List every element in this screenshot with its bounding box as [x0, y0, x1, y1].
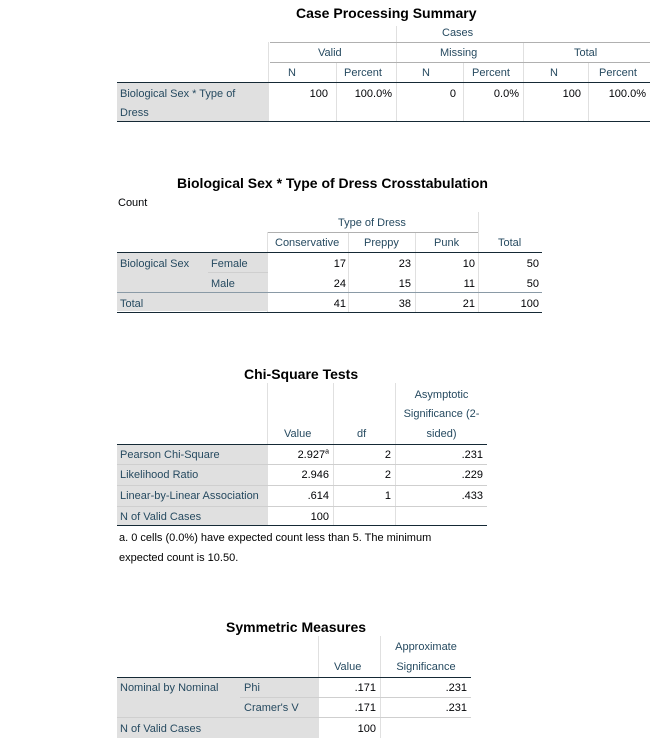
likelihood-df: 2 [384, 469, 391, 481]
count-label: Count [118, 197, 148, 209]
chi-square-title: Chi-Square Tests [244, 366, 359, 382]
asymptotic-header: Significance (2- [403, 408, 480, 420]
divider [117, 121, 650, 122]
row-label: Biological Sex * Type of [120, 88, 236, 100]
footnote: a. 0 cells (0.0%) have expected count less than 5. The minimum [119, 532, 432, 544]
case-processing-title: Case Processing Summary [296, 5, 477, 21]
col-df: df [357, 428, 367, 440]
phi-label: Phi [244, 682, 260, 694]
n-valid-label: N of Valid Cases [120, 511, 202, 523]
valid-header: Valid [318, 47, 342, 59]
total-n-value: 100 [562, 88, 581, 100]
total-percent-value: 100.0% [608, 88, 646, 100]
asymptotic-header: sided) [426, 428, 457, 440]
cramers-v-sig: .231 [445, 702, 467, 714]
divider [240, 697, 471, 698]
grid-line [523, 42, 524, 64]
divider [117, 525, 487, 526]
cramers-v-label: Cramer's V [244, 702, 299, 714]
divider [117, 506, 487, 507]
total-row-label: Total [120, 298, 144, 310]
divider [117, 312, 542, 313]
total-header: Total [574, 47, 598, 59]
cell-total-conservative: 41 [333, 298, 346, 310]
cell-male-preppy: 15 [398, 278, 411, 290]
divider [117, 485, 487, 486]
valid-n-value: 100 [309, 88, 328, 100]
biological-sex-label: Biological Sex [120, 258, 190, 270]
linear-df: 1 [384, 490, 391, 502]
col-value: Value [284, 428, 312, 440]
row-label: Dress [120, 107, 149, 119]
phi-value: .171 [354, 682, 376, 694]
type-of-dress-header: Type of Dress [338, 217, 406, 229]
divider [270, 62, 650, 63]
linear-label: Linear-by-Linear Association [120, 490, 259, 502]
pearson-value: 2.927$^a$ [297, 448, 329, 461]
col-preppy: Preppy [364, 237, 399, 249]
footnote-marker: a [325, 448, 329, 456]
valid-percent-value: 100.0% [354, 88, 392, 100]
pearson-label: Pearson Chi-Square [120, 449, 220, 461]
approx-sig-header: Significance [396, 661, 456, 673]
n-valid-value: 100 [357, 723, 376, 735]
cramers-v-value: .171 [354, 702, 376, 714]
footnote: expected count is 10.50. [119, 552, 239, 564]
divider [268, 232, 478, 233]
likelihood-sig: .229 [461, 469, 483, 481]
col-percent-valid: Percent [344, 67, 382, 79]
missing-percent-value: 0.0% [493, 88, 519, 100]
col-n-missing: N [422, 67, 430, 79]
cell-female-preppy: 23 [398, 258, 411, 270]
col-n-valid: N [288, 67, 296, 79]
missing-header: Missing [440, 47, 478, 59]
nominal-by-nominal-label: Nominal by Nominal [120, 682, 219, 694]
divider [270, 42, 650, 43]
pearson-df: 2 [384, 449, 391, 461]
approx-sig-header: Approximate [395, 641, 457, 653]
col-conservative: Conservative [275, 237, 340, 249]
n-valid-value: 100 [310, 511, 329, 523]
cell-male-conservative: 24 [333, 278, 346, 290]
col-percent-missing: Percent [472, 67, 510, 79]
missing-n-value: 0 [449, 88, 456, 100]
col-value: Value [334, 661, 362, 673]
col-total: Total [498, 237, 522, 249]
cell-male-punk: 11 [463, 278, 475, 290]
cases-header: Cases [442, 27, 474, 39]
cell-female-conservative: 17 [333, 258, 346, 270]
cell-female-punk: 10 [462, 258, 475, 270]
divider [117, 717, 471, 718]
crosstab-title: Biological Sex * Type of Dress Crosstabulation [177, 175, 488, 191]
cell-total-total: 100 [520, 298, 539, 310]
col-n-total: N [550, 67, 558, 79]
pearson-sig: .231 [461, 449, 483, 461]
male-label: Male [211, 278, 235, 290]
symmetric-title: Symmetric Measures [226, 619, 367, 635]
cell-total-punk: 21 [462, 298, 475, 310]
cell-total-preppy: 38 [398, 298, 411, 310]
phi-sig: .231 [445, 682, 467, 694]
likelihood-value: 2.946 [301, 469, 329, 481]
cell-female-total: 50 [526, 258, 539, 270]
linear-sig: .433 [461, 490, 483, 502]
divider [208, 272, 268, 273]
cell-male-total: 50 [526, 278, 539, 290]
female-label: Female [211, 258, 248, 270]
linear-value: .614 [307, 490, 329, 502]
asymptotic-header: Asymptotic [414, 389, 469, 401]
likelihood-label: Likelihood Ratio [120, 469, 199, 481]
n-valid-label: N of Valid Cases [120, 723, 202, 735]
divider [117, 464, 487, 465]
col-punk: Punk [434, 237, 460, 249]
col-percent-total: Percent [599, 67, 637, 79]
